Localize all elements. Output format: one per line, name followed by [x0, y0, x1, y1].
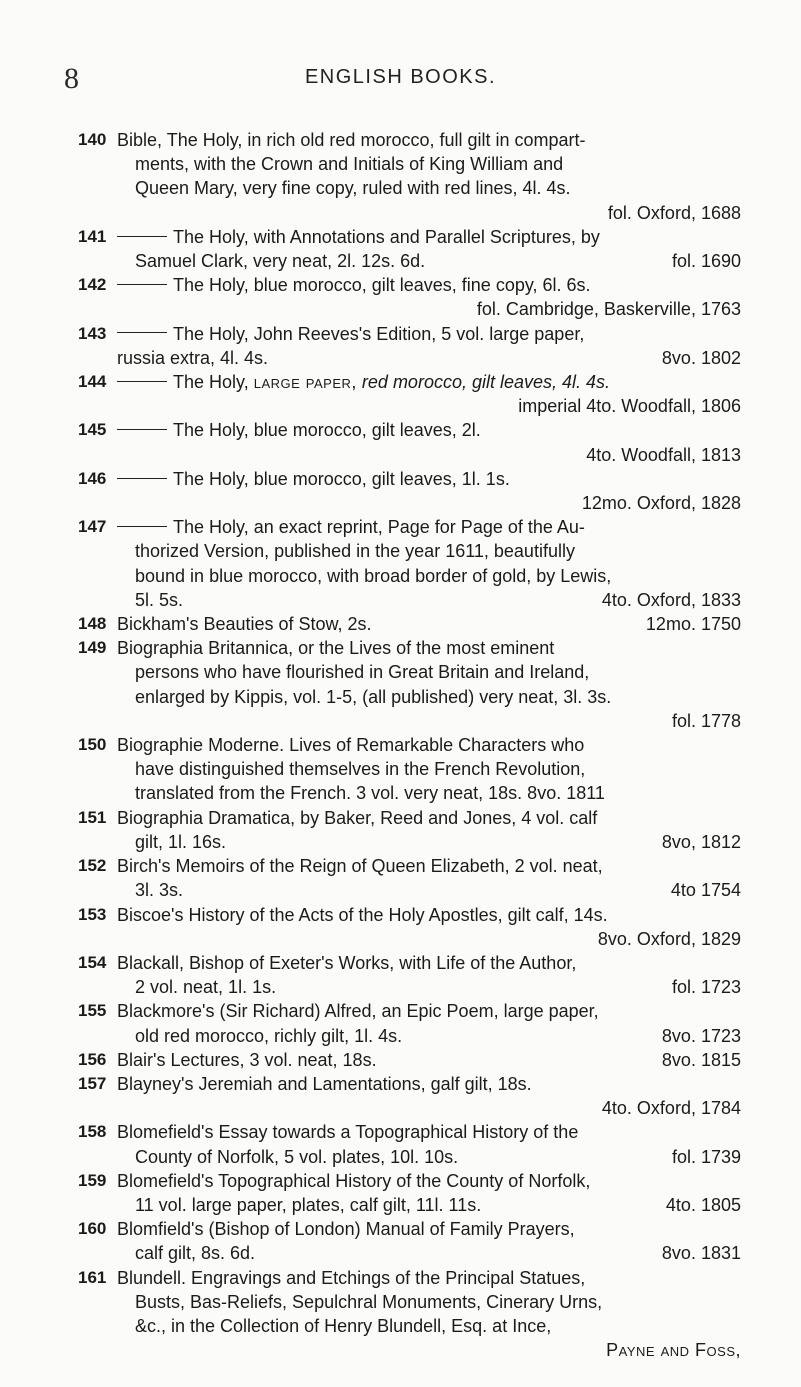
catalogue-entry [0, 515, 801, 612]
entry-imprint: fol. 1778 [671, 710, 741, 731]
entry-imprint: fol. 1723 [671, 977, 741, 998]
catalogue-entry [0, 467, 801, 515]
entry-imprint: 4to. Oxford, 1833 [601, 589, 741, 610]
entry-text: Blomfield's (Bishop of London) Manual of Family Prayers, [117, 1219, 575, 1240]
entry-text-smallcaps: large paper, [253, 372, 357, 393]
entry-imprint: 4to. 1805 [665, 1194, 741, 1215]
entry-text: Busts, Bas-Reliefs, Sepulchral Monuments, Cinerary Urns, [135, 1291, 603, 1312]
ditto-rule [117, 332, 167, 333]
catalogue-entry [0, 806, 801, 854]
entry-imprint: 8vo. 1723 [661, 1025, 741, 1046]
entry-text: have distinguished themselves in the French Revolution, [135, 759, 586, 780]
entry-number: 158 [78, 1122, 107, 1142]
entry-imprint: fol. 1739 [671, 1146, 741, 1167]
entry-text: old red morocco, richly gilt, 1l. 4s. [135, 1025, 403, 1046]
entry-text: ments, with the Crown and Initials of King William and [135, 154, 564, 175]
entry-number: 142 [78, 275, 107, 295]
ditto-rule [117, 236, 167, 237]
entry-number: 153 [78, 904, 107, 924]
entry-text: enlarged by Kippis, vol. 1-5, (all published) very neat, 3l. 3s. [135, 686, 612, 707]
entry-number: 161 [78, 1267, 107, 1287]
ditto-rule [117, 381, 167, 382]
ditto-rule [117, 478, 167, 479]
catalogue-entries [0, 128, 801, 1362]
entry-text: The Holy, blue morocco, gilt leaves, 2l. [173, 420, 481, 441]
catalogue-entry [0, 903, 801, 951]
catalogue-entry [0, 322, 801, 370]
entry-text: The Holy, blue morocco, gilt leaves, 1l. 1s. [173, 468, 510, 489]
catalogue-entry [0, 1072, 801, 1120]
page-header [0, 62, 801, 98]
catalogue-entry [0, 128, 801, 225]
entry-number: 144 [78, 372, 107, 392]
entry-text: red morocco, gilt leaves, 4l. 4s. [361, 372, 611, 393]
entry-text: Blomefield's Essay towards a Topographical History of the [117, 1122, 579, 1143]
entry-imprint: fol. Oxford, 1688 [607, 202, 741, 223]
catalogue-entry [0, 951, 801, 999]
ditto-rule [117, 526, 167, 527]
entry-text: 2 vol. neat, 1l. 1s. [135, 977, 277, 998]
entry-text: Queen Mary, very fine copy, ruled with red lines, 4l. 4s. [135, 178, 571, 199]
entry-text: russia extra, 4l. 4s. [117, 347, 269, 368]
entry-text: Blair's Lectures, 3 vol. neat, 18s. [117, 1049, 377, 1070]
entry-imprint: 8vo. Oxford, 1829 [597, 928, 741, 949]
entry-text: The Holy, blue morocco, gilt leaves, fine copy, 6l. 6s. [173, 275, 591, 296]
entry-text: 3l. 3s. [135, 880, 184, 901]
running-head: ENGLISH BOOKS. [304, 66, 497, 88]
entry-imprint: 12mo. 1750 [645, 614, 741, 635]
entry-imprint: 4to. Woodfall, 1813 [586, 444, 741, 465]
entry-text: Blundell. Engravings and Etchings of the Principal Statues, [117, 1267, 586, 1288]
entry-number: 160 [78, 1219, 107, 1239]
entry-text: Biscoe's History of the Acts of the Holy Apostles, gilt calf, 14s. [117, 904, 608, 925]
catalogue-entry [0, 999, 801, 1047]
entry-imprint: fol. Cambridge, Baskerville, 1763 [476, 299, 741, 320]
entry-imprint: fol. 1690 [671, 251, 741, 272]
entry-text: Biographia Britannica, or the Lives of the most eminent [117, 638, 555, 659]
entry-number: 148 [78, 614, 107, 634]
catchword: Payne and Foss, [606, 1340, 741, 1361]
entry-text: The Holy, with Annotations and Parallel Scriptures, by [173, 226, 600, 247]
entry-imprint: 8vo. 1815 [661, 1049, 741, 1070]
entry-number: 146 [78, 468, 107, 488]
entry-text: &c., in the Collection of Henry Blundell, Esq. at Ince, [135, 1315, 552, 1336]
catalogue-entry [0, 612, 801, 636]
catalogue-entry [0, 1048, 801, 1072]
entry-imprint: 8vo. 1831 [661, 1243, 741, 1264]
entry-text: translated from the French. 3 vol. very neat, 18s. 8vo. 1811 [135, 783, 605, 804]
entry-number: 141 [78, 226, 107, 246]
entry-number: 152 [78, 856, 107, 876]
entry-text: gilt, 1l. 16s. [135, 831, 227, 852]
ditto-rule [117, 429, 167, 430]
entry-text: The Holy, an exact reprint, Page for Page of the Au- [173, 517, 585, 538]
entry-number: 145 [78, 420, 107, 440]
entry-text: Bible, The Holy, in rich old red morocco, full gilt in compart- [117, 130, 586, 150]
entry-number: 151 [78, 807, 107, 827]
entry-text: The Holy, John Reeves's Edition, 5 vol. large paper, [173, 323, 585, 344]
catalogue-entry [0, 1120, 801, 1168]
entry-text: Blomefield's Topographical History of the County of Norfolk, [117, 1170, 591, 1191]
entry-number: 140 [78, 130, 107, 149]
catalogue-entry [0, 636, 801, 733]
entry-text: County of Norfolk, 5 vol. plates, 10l. 10s. [135, 1146, 459, 1167]
page-number: 8 [64, 62, 79, 95]
entry-text: Blayney's Jeremiah and Lamentations, galf gilt, 18s. [117, 1073, 532, 1094]
entry-text: Biographie Moderne. Lives of Remarkable Characters who [117, 735, 585, 756]
catalogue-entry [0, 273, 801, 321]
entry-number: 156 [78, 1049, 107, 1069]
entry-text: Samuel Clark, very neat, 2l. 12s. 6d. [135, 251, 426, 272]
entry-text: persons who have flourished in Great Britain and Ireland, [135, 662, 590, 683]
entry-imprint: 8vo, 1812 [661, 831, 741, 852]
catalogue-entry [0, 733, 801, 806]
entry-text: thorized Version, published in the year 1611, beautifully [135, 541, 575, 562]
entry-number: 143 [78, 323, 107, 343]
entry-text: Bickham's Beauties of Stow, 2s. [117, 614, 372, 635]
catalogue-entry [0, 370, 801, 418]
entry-text: Blackall, Bishop of Exeter's Works, with Life of the Author, [117, 952, 577, 973]
entry-number: 157 [78, 1073, 107, 1093]
catalogue-entry [0, 1266, 801, 1363]
entry-imprint: imperial 4to. Woodfall, 1806 [518, 396, 741, 417]
entry-text: 11 vol. large paper, plates, calf gilt, 11l. 11s. [135, 1194, 482, 1215]
entry-number: 154 [78, 952, 107, 972]
entry-text: The Holy, [173, 372, 249, 393]
catalogue-entry [0, 418, 801, 466]
entry-imprint: 8vo. 1802 [661, 347, 741, 368]
entry-text: Blackmore's (Sir Richard) Alfred, an Epic Poem, large paper, [117, 1001, 599, 1022]
entry-number: 147 [78, 517, 107, 537]
entry-text: 5l. 5s. [135, 589, 184, 610]
entry-number: 150 [78, 735, 107, 755]
entry-text: Biographia Dramatica, by Baker, Reed and Jones, 4 vol. calf [117, 807, 598, 828]
catalogue-entry [0, 1169, 801, 1217]
entry-number: 155 [78, 1001, 107, 1021]
entry-number: 159 [78, 1170, 107, 1190]
catalogue-entry [0, 1217, 801, 1265]
entry-text: bound in blue morocco, with broad border of gold, by Lewis, [135, 565, 612, 586]
entry-imprint: 4to. Oxford, 1784 [601, 1098, 741, 1119]
entry-number: 149 [78, 638, 107, 658]
entry-text: calf gilt, 8s. 6d. [135, 1243, 256, 1264]
entry-imprint: 4to 1754 [670, 880, 741, 901]
entry-imprint: 12mo. Oxford, 1828 [581, 493, 741, 514]
catalogue-entry [0, 225, 801, 273]
catalogue-entry [0, 854, 801, 902]
ditto-rule [117, 284, 167, 285]
entry-text: Birch's Memoirs of the Reign of Queen Elizabeth, 2 vol. neat, [117, 856, 603, 877]
